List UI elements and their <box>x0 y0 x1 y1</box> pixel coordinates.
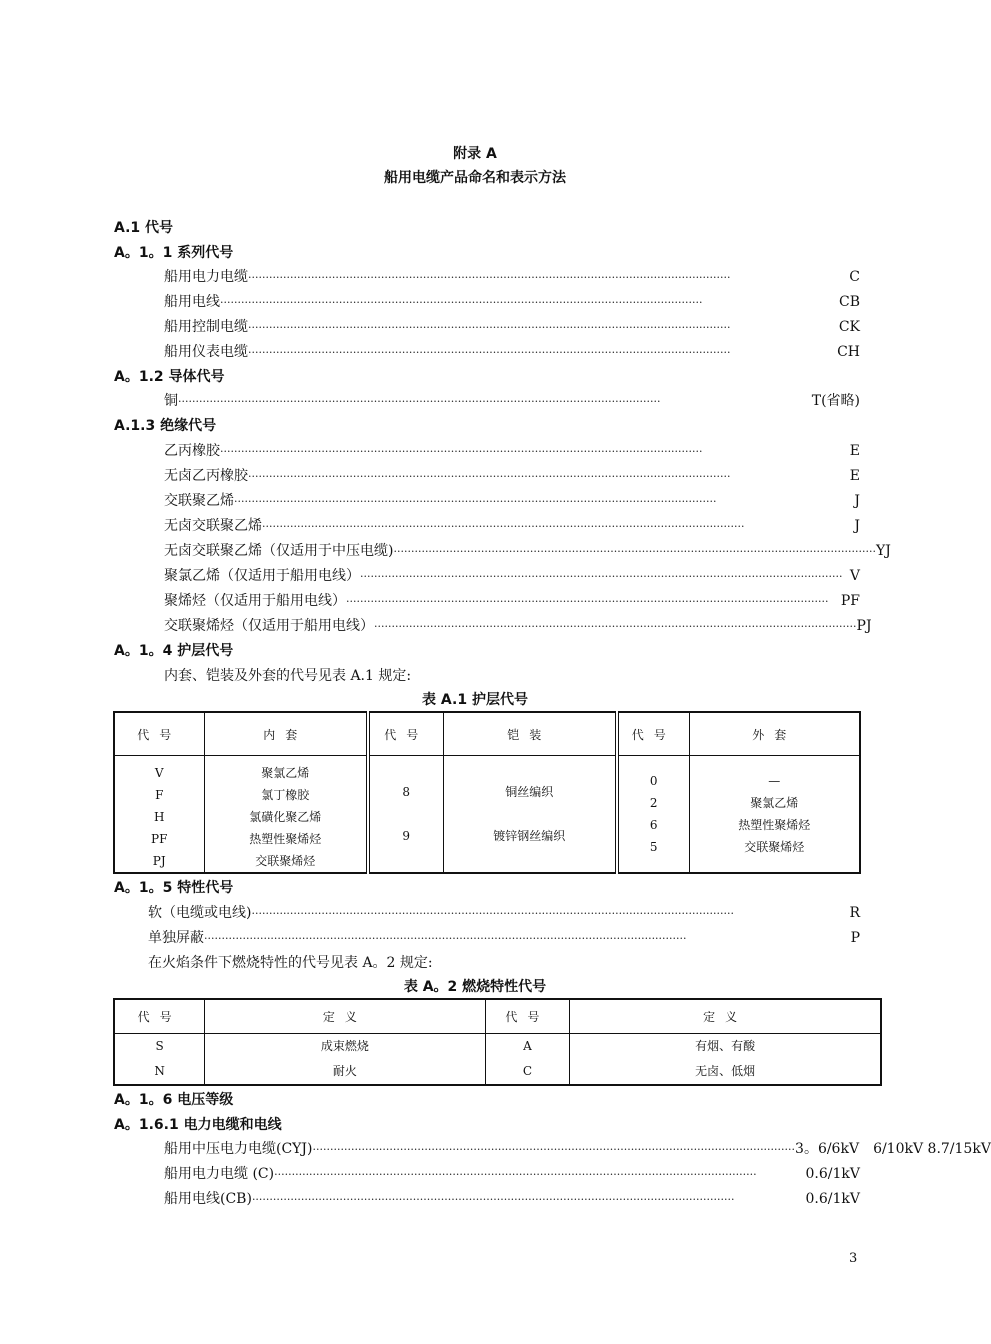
leader-dots: ·········································································································································· <box>251 1193 735 1206</box>
table-cell: A <box>523 1039 532 1053</box>
table-cell: F <box>155 788 164 802</box>
series-item <box>164 266 860 286</box>
table-header: 代号 <box>368 712 443 756</box>
table-header: 定义 <box>205 999 485 1034</box>
sheath-code-table <box>113 711 861 874</box>
insulation-item <box>164 590 860 610</box>
series-code: C <box>849 269 860 285</box>
insulation-label: 乙丙橡胶 <box>164 443 220 459</box>
insulation-code: YJ <box>876 543 891 559</box>
fire-intro: 在火焰条件下燃烧特性的代号见表 A。2 规定: <box>148 955 433 971</box>
table-cell: N <box>154 1064 165 1078</box>
table-cell: — <box>768 774 781 788</box>
table-header: 代号 <box>485 999 570 1034</box>
voltage-item <box>164 1138 991 1158</box>
leader-dots: ·········································································································································· <box>204 932 687 945</box>
table-header-row <box>114 712 860 756</box>
insulation-label: 交联聚乙烯 <box>164 493 234 509</box>
leader-dots: ·········································································································································· <box>248 321 731 334</box>
section-a15: A。1。5 特性代号 <box>114 880 234 896</box>
table-cell: 交联聚烯烃 <box>255 854 316 868</box>
table-cell: 耐火 <box>332 1064 357 1078</box>
table-cell: 铜丝编织 <box>505 785 554 799</box>
table-cell: 0 <box>649 774 658 788</box>
leader-dots: ·········································································································································· <box>274 1168 757 1181</box>
sheath-intro: 内套、铠装及外套的代号见表 A.1 规定: <box>164 668 412 684</box>
smoke-def-cell <box>570 1034 881 1086</box>
leader-dots: ·········································································································································· <box>393 545 876 558</box>
insulation-item <box>164 440 860 460</box>
table-cell: 9 <box>402 829 411 843</box>
insulation-code: J <box>854 518 860 534</box>
characteristic-label: 单独屏蔽 <box>148 930 204 946</box>
armor-code-cell <box>368 756 443 874</box>
table-row <box>114 756 860 874</box>
insulation-label: 聚烯烃（仅适用于船用电线） <box>164 593 346 609</box>
table1-caption: 表 A.1 护层代号 <box>422 692 528 708</box>
table-cell: 交联聚烯烃 <box>744 840 805 854</box>
smoke-code-cell <box>485 1034 570 1086</box>
leader-dots: ·········································································································································· <box>360 570 843 583</box>
table-header: 代号 <box>617 712 689 756</box>
series-label: 船用电力电缆 <box>164 269 248 285</box>
insulation-label: 无卤乙丙橡胶 <box>164 468 248 484</box>
table-cell: PF <box>151 832 168 846</box>
insulation-item <box>164 540 891 560</box>
table-header-row <box>114 999 881 1034</box>
leader-dots: ·········································································································································· <box>234 495 717 508</box>
leader-dots: ·········································································································································· <box>346 595 829 608</box>
voltage-label: 船用电线(CB) <box>164 1191 252 1207</box>
table-cell: 2 <box>649 796 658 810</box>
table2-caption: 表 A。2 燃烧特性代号 <box>403 979 547 995</box>
voltage-item <box>164 1163 860 1183</box>
fire-code-cell <box>114 1034 205 1086</box>
series-label: 船用控制电缆 <box>164 319 248 335</box>
table-cell: S <box>155 1039 164 1053</box>
table-cell: 镀锌钢丝编织 <box>493 829 566 843</box>
insulation-item <box>164 490 860 510</box>
leader-dots: ·········································································································································· <box>220 445 703 458</box>
section-a16: A。1。6 电压等级 <box>114 1092 234 1108</box>
table-header: 外套 <box>689 712 860 756</box>
table-cell: PJ <box>152 854 166 868</box>
voltage-label: 船用中压电力电缆(CYJ) <box>164 1141 313 1157</box>
table-header: 内套 <box>204 712 368 756</box>
table-cell: 6 <box>649 818 658 832</box>
table-cell: H <box>154 810 165 824</box>
table-cell: C <box>522 1064 533 1078</box>
series-code: CK <box>838 319 860 335</box>
voltage-code: 0.6/1kV <box>805 1191 860 1207</box>
table-cell: 热塑性聚烯烃 <box>738 818 811 832</box>
insulation-item <box>164 565 860 585</box>
inner-code-cell <box>114 756 204 874</box>
section-a11: A。1。1 系列代号 <box>114 245 234 261</box>
series-item <box>164 316 860 336</box>
voltage-item <box>164 1188 860 1208</box>
insulation-label: 无卤交联聚乙烯 <box>164 518 262 534</box>
series-label: 船用仪表电缆 <box>164 344 248 360</box>
appendix-label: 附录 A <box>453 146 497 162</box>
table-cell: 氯磺化聚乙烯 <box>249 810 322 824</box>
insulation-code: J <box>854 493 860 509</box>
table-cell: 无卤、低烟 <box>695 1064 756 1078</box>
series-item <box>164 291 860 311</box>
series-code: CH <box>837 344 860 360</box>
table-cell: 有烟、有酸 <box>695 1039 756 1053</box>
table-cell: 氯丁橡胶 <box>261 788 310 802</box>
section-a161: A。1.6.1 电力电缆和电线 <box>114 1117 282 1133</box>
table-cell: 成束燃烧 <box>320 1039 369 1053</box>
insulation-code: E <box>849 468 860 484</box>
appendix-title: 船用电缆产品命名和表示方法 <box>384 170 566 186</box>
leader-dots: ·········································································································································· <box>262 520 745 533</box>
armor-name-cell <box>443 756 617 874</box>
insulation-code: V <box>849 568 860 584</box>
series-item <box>164 341 860 361</box>
leader-dots: ·········································································································································· <box>248 470 731 483</box>
table-header: 代号 <box>114 712 204 756</box>
insulation-code: PJ <box>856 618 872 634</box>
characteristic-item <box>148 927 860 947</box>
insulation-item <box>164 515 860 535</box>
leader-dots: ·········································································································································· <box>312 1143 796 1156</box>
insulation-code: PF <box>840 593 860 609</box>
leader-dots: ·········································································································································· <box>248 271 731 284</box>
conductor-code: T(省略) <box>811 393 860 409</box>
voltage-label: 船用电力电缆 (C) <box>164 1166 275 1182</box>
series-code: CB <box>839 294 860 310</box>
characteristic-item <box>148 902 860 922</box>
leader-dots: ·········································································································································· <box>248 346 731 359</box>
fire-code-table <box>113 998 882 1086</box>
insulation-item <box>164 465 860 485</box>
section-a1: A.1 代号 <box>114 220 174 236</box>
table-header: 定义 <box>570 999 881 1034</box>
insulation-code: E <box>849 443 860 459</box>
insulation-label: 无卤交联聚乙烯（仅适用于中压电缆) <box>164 543 394 559</box>
table-header: 铠装 <box>443 712 617 756</box>
outer-code-cell <box>617 756 689 874</box>
leader-dots: ·········································································································································· <box>251 907 734 920</box>
table-header: 代号 <box>114 999 205 1034</box>
insulation-label: 聚氯乙烯（仅适用于船用电线） <box>164 568 360 584</box>
conductor-item <box>164 390 860 410</box>
conductor-label: 铜 <box>164 393 178 409</box>
fire-def-cell <box>205 1034 485 1086</box>
page-number: 3 <box>849 1251 858 1266</box>
outer-name-cell <box>689 756 860 874</box>
voltage-code: 0.6/1kV <box>805 1166 860 1182</box>
inner-name-cell <box>204 756 368 874</box>
section-a13: A.1.3 绝缘代号 <box>114 418 217 434</box>
table-row <box>114 1034 881 1086</box>
insulation-label: 交联聚烯烃（仅适用于船用电线） <box>164 618 374 634</box>
characteristic-code: R <box>849 905 860 921</box>
leader-dots: ·········································································································································· <box>178 395 661 408</box>
leader-dots: ·········································································································································· <box>220 296 703 309</box>
table-cell: 5 <box>649 840 658 854</box>
voltage-code: 3。6/6kV 6/10kV 8.7/15kV <box>795 1141 991 1157</box>
table-cell: 聚氯乙烯 <box>750 796 799 810</box>
section-a12: A。1.2 导体代号 <box>114 369 225 385</box>
series-label: 船用电线 <box>164 294 220 310</box>
insulation-item <box>164 615 872 635</box>
table-cell: 热塑性聚烯烃 <box>249 832 322 846</box>
table-cell: 聚氯乙烯 <box>261 766 310 780</box>
characteristic-code: P <box>850 930 860 946</box>
table-cell: 8 <box>402 785 411 799</box>
leader-dots: ·········································································································································· <box>374 620 857 633</box>
characteristic-label: 软（电缆或电线) <box>148 905 252 921</box>
section-a14: A。1。4 护层代号 <box>114 643 234 659</box>
table-cell: V <box>154 766 164 780</box>
